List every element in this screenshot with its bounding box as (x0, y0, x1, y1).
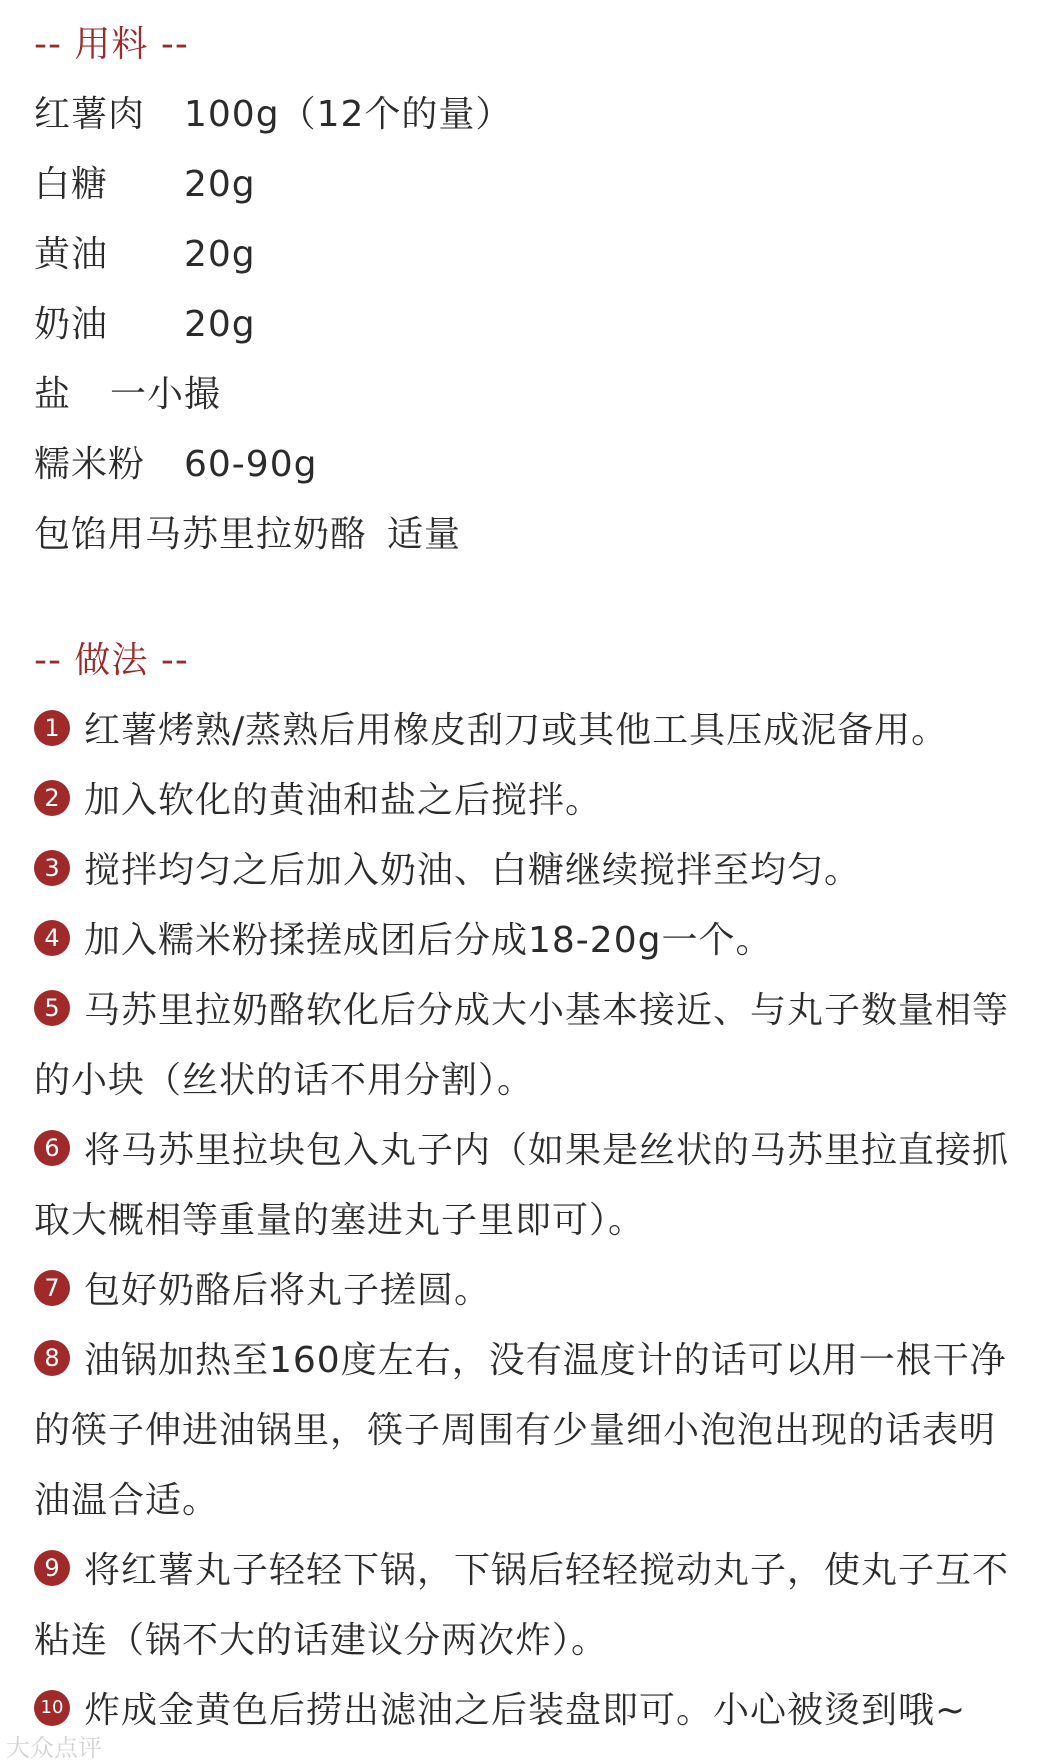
ingredient-row (34, 500, 1024, 570)
ingredient-amount: 20g (184, 304, 256, 345)
ingredient-name: 红薯肉 (34, 94, 146, 135)
ingredient-name: 黄油 (34, 234, 109, 275)
step-text: 马苏里拉奶酪软化后分成大小基本接近、与丸子数量相等的小块（丝状的话不用分割）。 (34, 990, 1010, 1101)
ingredient-amount: 20g (184, 234, 256, 275)
ingredients-list (34, 80, 1024, 570)
step-number-badge: 8 (34, 1340, 70, 1376)
step-item (34, 836, 1024, 906)
step-item (34, 976, 1024, 1116)
ingredient-row (34, 80, 1024, 150)
step-number-badge: 9 (34, 1550, 70, 1586)
ingredient-name: 奶油 (34, 304, 109, 345)
ingredient-amount: 100g（12个的量） (184, 94, 513, 135)
ingredient-row (34, 150, 1024, 220)
ingredient-name: 白糖 (34, 164, 109, 205)
step-text: 搅拌均匀之后加入奶油、白糖继续搅拌至均匀。 (84, 850, 862, 891)
step-number-badge: 7 (34, 1270, 70, 1306)
step-text: 炸成金黄色后捞出滤油之后装盘即可。小心被烫到哦~ (84, 1690, 967, 1731)
step-item (34, 1116, 1024, 1256)
recipe-page (34, 10, 1024, 1746)
step-text: 将红薯丸子轻轻下锅，下锅后轻轻搅动丸子，使丸子互不粘连（锅不大的话建议分两次炸）。 (34, 1550, 1010, 1661)
step-item (34, 1536, 1024, 1676)
step-number-badge: 3 (34, 850, 70, 886)
ingredient-row (34, 220, 1024, 290)
step-text: 油锅加热至160度左右，没有温度计的话可以用一根干净的筷子伸进油锅里，筷子周围有少量细小泡泡出现的话表明油温合适。 (34, 1340, 1007, 1521)
step-text: 加入软化的黄油和盐之后搅拌。 (84, 780, 603, 821)
step-number-badge: 1 (34, 710, 70, 746)
ingredient-amount: 适量 (387, 514, 462, 555)
step-number-badge: 4 (34, 920, 70, 956)
ingredient-amount: 20g (184, 164, 256, 205)
ingredients-title: -- 用料 -- (34, 24, 189, 65)
step-text: 红薯烤熟/蒸熟后用橡皮刮刀或其他工具压成泥备用。 (84, 710, 949, 751)
step-number-badge: 10 (34, 1690, 70, 1726)
step-number-badge: 5 (34, 990, 70, 1026)
ingredient-row (34, 360, 1024, 430)
step-text: 加入糯米粉揉搓成团后分成18-20g一个。 (84, 920, 773, 961)
watermark-logo: 大众点评 (6, 1734, 102, 1762)
method-title: -- 做法 -- (34, 640, 189, 681)
ingredient-name: 盐 (34, 374, 72, 415)
ingredient-name: 包馅用马苏里拉奶酪 (34, 514, 368, 555)
step-item (34, 1676, 1024, 1746)
step-text: 包好奶酪后将丸子搓圆。 (84, 1270, 492, 1311)
step-number-badge: 2 (34, 780, 70, 816)
steps-list (34, 696, 1024, 1746)
step-item (34, 1256, 1024, 1326)
step-item (34, 696, 1024, 766)
ingredient-row (34, 430, 1024, 500)
step-item (34, 906, 1024, 976)
ingredient-name: 糯米粉 (34, 444, 146, 485)
step-item (34, 766, 1024, 836)
ingredient-amount: 一小撮 (110, 374, 222, 415)
ingredient-amount: 60-90g (184, 444, 318, 485)
step-text: 将马苏里拉块包入丸子内（如果是丝状的马苏里拉直接抓取大概相等重量的塞进丸子里即可）。 (34, 1130, 1010, 1241)
step-item (34, 1326, 1024, 1536)
step-number-badge: 6 (34, 1130, 70, 1166)
section-spacer (34, 570, 1024, 626)
ingredient-row (34, 290, 1024, 360)
